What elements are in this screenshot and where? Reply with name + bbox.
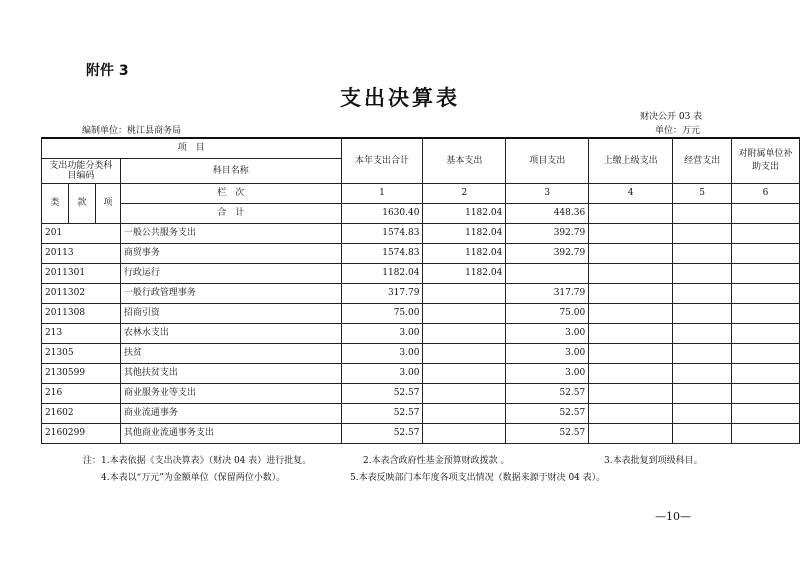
row-name: 扶贫: [120, 344, 341, 364]
row-business: [673, 424, 732, 444]
row-total: 52.57: [341, 384, 423, 404]
row-total: 3.00: [341, 364, 423, 384]
note-4: 4.本表以“万元”为金额单位（保留两位小数）。: [101, 473, 286, 483]
row-project: 3.00: [506, 344, 589, 364]
header-upper: 上缴上级支出: [589, 138, 673, 184]
row-code: 216: [42, 384, 121, 404]
row-code: 21305: [42, 344, 121, 364]
table-row: [42, 424, 800, 444]
row-basic: 1182.04: [423, 224, 506, 244]
table-row: [42, 224, 800, 244]
page-number: —10—: [655, 510, 691, 523]
header-project: 项 目: [42, 138, 342, 159]
row-upper: [589, 344, 673, 364]
row-total: 3.00: [341, 344, 423, 364]
row-upper: [589, 224, 673, 244]
row-basic: [423, 424, 506, 444]
row-business: [673, 244, 732, 264]
total-upper: [589, 204, 673, 224]
row-subsidy: [732, 364, 800, 384]
row-name: 农林水支出: [120, 324, 341, 344]
row-name: 一般行政管理事务: [120, 284, 341, 304]
header-business: 经营支出: [673, 138, 732, 184]
row-basic: [423, 344, 506, 364]
row-code: 2160299: [42, 424, 121, 444]
row-subsidy: [732, 344, 800, 364]
row-total: 1574.83: [341, 224, 423, 244]
row-name: 商贸事务: [120, 244, 341, 264]
row-code: 2011302: [42, 284, 121, 304]
row-business: [673, 304, 732, 324]
row-upper: [589, 324, 673, 344]
header-total: 本年支出合计: [341, 138, 423, 184]
table-row: [42, 324, 800, 344]
header-kuan: 款: [68, 184, 95, 224]
col-num-4: 4: [589, 184, 673, 204]
row-business: [673, 264, 732, 284]
table-row: [42, 304, 800, 324]
row-code: 2011301: [42, 264, 121, 284]
header-lei: 类: [42, 184, 69, 224]
row-project: 392.79: [506, 224, 589, 244]
total-amount: 1630.40: [341, 204, 423, 224]
row-subsidy: [732, 424, 800, 444]
row-code: 20113: [42, 244, 121, 264]
row-business: [673, 364, 732, 384]
row-code: 2011308: [42, 304, 121, 324]
col-num-6: 6: [732, 184, 800, 204]
row-project: 52.57: [506, 404, 589, 424]
row-total: 52.57: [341, 424, 423, 444]
note-2: 2.本表含政府性基金预算财政拨款 。: [363, 456, 510, 466]
row-project: [506, 264, 589, 284]
row-business: [673, 404, 732, 424]
table-row: [42, 264, 800, 284]
row-business: [673, 224, 732, 244]
header-column-index: 栏 次: [120, 184, 341, 204]
row-project: 3.00: [506, 364, 589, 384]
row-basic: [423, 404, 506, 424]
row-basic: 1182.04: [423, 244, 506, 264]
row-total: 317.79: [341, 284, 423, 304]
attachment-label: 附件 3: [86, 63, 129, 79]
row-name: 商业服务业等支出: [120, 384, 341, 404]
note-1: 注：1.本表依据《支出决算表》（财决 04 表）进行批复。: [83, 456, 312, 466]
row-subsidy: [732, 384, 800, 404]
row-upper: [589, 264, 673, 284]
table-row: [42, 344, 800, 364]
header-name: 科目名称: [120, 159, 341, 184]
header-basic: 基本支出: [423, 138, 506, 184]
row-subsidy: [732, 404, 800, 424]
total-row: [42, 204, 800, 224]
row-basic: [423, 324, 506, 344]
row-upper: [589, 244, 673, 264]
table-row: [42, 404, 800, 424]
row-code: 2130599: [42, 364, 121, 384]
total-basic: 1182.04: [423, 204, 506, 224]
col-num-1: 1: [341, 184, 423, 204]
header-code: 支出功能分类科目编码: [42, 159, 121, 184]
row-project: 3.00: [506, 324, 589, 344]
row-business: [673, 324, 732, 344]
row-project: 52.57: [506, 424, 589, 444]
form-number: 财决公开 03 表: [640, 112, 703, 122]
row-subsidy: [732, 304, 800, 324]
row-project: 75.00: [506, 304, 589, 324]
row-upper: [589, 364, 673, 384]
total-label: 合 计: [120, 204, 341, 224]
row-basic: 1182.04: [423, 264, 506, 284]
page-title: 支出决算表: [340, 86, 460, 110]
total-business: [673, 204, 732, 224]
row-code: 213: [42, 324, 121, 344]
row-subsidy: [732, 244, 800, 264]
row-business: [673, 384, 732, 404]
note-3: 3.本表批复到项级科目。: [604, 456, 703, 466]
row-business: [673, 284, 732, 304]
header-project-expense: 项目支出: [506, 138, 589, 184]
header-subsidy: 对附属单位补助支出: [732, 138, 800, 184]
row-basic: [423, 284, 506, 304]
row-project: 317.79: [506, 284, 589, 304]
row-subsidy: [732, 284, 800, 304]
row-upper: [589, 424, 673, 444]
row-code: 201: [42, 224, 121, 244]
row-basic: [423, 304, 506, 324]
row-name: 商业流通事务: [120, 404, 341, 424]
row-upper: [589, 384, 673, 404]
expenditure-table: [41, 137, 800, 444]
table-row: [42, 364, 800, 384]
row-project: 392.79: [506, 244, 589, 264]
row-total: 1182.04: [341, 264, 423, 284]
row-total: 1574.83: [341, 244, 423, 264]
col-num-5: 5: [673, 184, 732, 204]
row-upper: [589, 304, 673, 324]
row-business: [673, 344, 732, 364]
row-name: 一般公共服务支出: [120, 224, 341, 244]
table-row: [42, 384, 800, 404]
total-subsidy: [732, 204, 800, 224]
col-num-2: 2: [423, 184, 506, 204]
table-row: [42, 284, 800, 304]
header-xiang: 项: [95, 184, 120, 224]
row-upper: [589, 284, 673, 304]
row-project: 52.57: [506, 384, 589, 404]
row-total: 3.00: [341, 324, 423, 344]
row-subsidy: [732, 324, 800, 344]
row-name: 招商引资: [120, 304, 341, 324]
table-row: [42, 244, 800, 264]
row-subsidy: [732, 264, 800, 284]
row-basic: [423, 364, 506, 384]
row-name: 其他商业流通事务支出: [120, 424, 341, 444]
compiler-unit: 编制单位：桃江县商务局: [82, 126, 182, 136]
col-num-3: 3: [506, 184, 589, 204]
row-subsidy: [732, 224, 800, 244]
row-code: 21602: [42, 404, 121, 424]
row-name: 行政运行: [120, 264, 341, 284]
row-basic: [423, 384, 506, 404]
row-total: 52.57: [341, 404, 423, 424]
total-project: 448.36: [506, 204, 589, 224]
row-total: 75.00: [341, 304, 423, 324]
unit-label: 单位：万元: [655, 126, 701, 136]
note-5: 5.本表反映部门本年度各项支出情况（数据来源于财决 04 表）。: [350, 473, 606, 483]
row-upper: [589, 404, 673, 424]
row-name: 其他扶贫支出: [120, 364, 341, 384]
